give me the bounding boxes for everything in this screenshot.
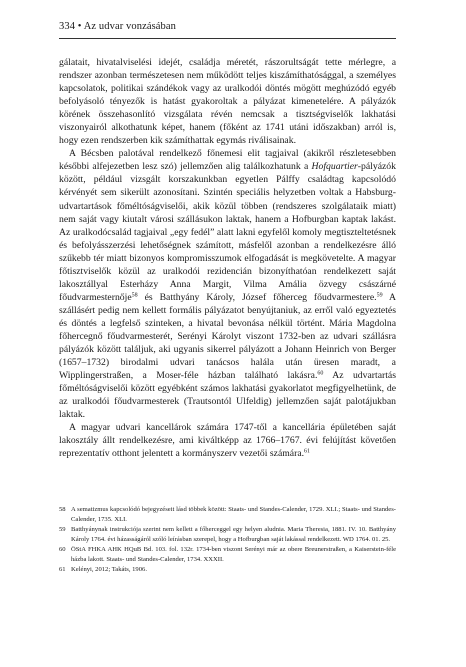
- footnote-ref[interactable]: 59: [376, 292, 383, 299]
- header-rule: [59, 38, 396, 39]
- paragraph-text: gálatait, hivatalviselési idejét, családja méretét, rászorultságát tette mérlegre, a rendszer azonban természetesen nem működött teljes kiszámíthatósággal, a személyes kapcsolatok, politikai szándékok vagy az uralkodói döntés mögött meghúzódó egyéb befolyásoló tényezők is hatást gyakoroltak a pályázat kimenetelére. A pályázók körének összehasonlító vizsgálata révén nemcsak a tisztségviselők lakhatási viszonyairól alkothatunk képet, hanem (főként az 1741 utáni időszakban) arról is, hogy ezen rendszerben kik számíthattak egymás riválisainak.: [59, 57, 396, 147]
- running-header: [59, 20, 396, 34]
- page-number: 334: [59, 21, 76, 32]
- header-separator: •: [77, 21, 82, 32]
- paragraph-text: Az udvartartás főméltóságviselői között egyébként számos lakhatási gyakorlatot megfigyelhetünk, de az uralkodói főudvarmesterek (Trautsontól Ulfeldig) jellemzően saját palotájukban laktak.: [59, 370, 396, 421]
- footnote-number: 58: [59, 506, 66, 514]
- footnote: [59, 525, 396, 545]
- footnote-ref[interactable]: 61: [304, 448, 311, 455]
- footnote-number: 59: [59, 526, 66, 534]
- footnote: [59, 565, 396, 575]
- paragraph-text: -pályázók között, például vizsgált korszakunkban egyetlen Pálffy családtag kapcsolódó kérvényét sem sikerült azonosítani. Szintén speciális helyzetben voltak a Habsburg-udvartartások főméltóságviselői, akik közül többen (rendszeres szolgálataik miatt) nem saját vagy kiutalt városi szállásukon laktak, hanem a Hofburgban kaptak lakást. Az uralkodócsalád tagjaival „egy fedél” alatt lakni egyfelől komoly megtiszteltetésnek és befolyásszerzési lehetőségnek számított, másfelől azonban a rendelkezésre álló szűkebb tér miatt bizonyos kompromisszumok elfogadását is megkövetelte. A magyar főtisztviselők közül az uralkodói rezidencián bizonyíthatóan rendelkezett saját lakosztállyal Esterházy Anna Margit, Vilma Amália özvegy császárné főudvarmesternője: [59, 161, 396, 303]
- footnote-text: A sematizmus kapcsolódó bejegyzéseit lásd többek között: Staats- und Standes-Calender, 1729. XLI.; Staats- und Standes-Calender, 1735. XLI.: [71, 506, 396, 524]
- paragraph-text: és Batthyány Károly, József főherceg főudvarmestere.: [137, 291, 377, 303]
- book-page: [59, 20, 396, 575]
- footnote-text: Batthyánynak instrukciója szerint nem kellett a főherceggel egy helyen aludnia. Maria Theresia, 1881. IV. 10. Batthyány Károly 1764. évi házasságáról szóló leírásban szerepel, hogy a Hofburgban saját lakással rendelkezett. WD 1764. 01. 25.: [71, 526, 396, 544]
- paragraph-text: A magyar udvari kancellárok számára 1747-től a kancellária épületében saját lakosztály állt rendelkezésre, ami kiváltképp az 1766–1767. évi felújítást követően reprezentatív otthont jelentett a kormányszerv vezetői számára.: [59, 422, 396, 460]
- italic-term: Hofquartier: [311, 161, 358, 173]
- paragraph-2: [59, 147, 396, 421]
- footnotes: [59, 505, 396, 575]
- footnote-text: ÖStA FHKA AHK HQuB Bd. 103. fol. 132r. 1734-ben viszont Serényi már az obere Breunerstraßen, a Kaiserstein-féle házba lakott. Staats- und Standes-Calender, 1734. XXXII.: [71, 546, 396, 564]
- paragraph-text: A szállásért pedig nem kellett formális pályázatot benyújtaniuk, az erről való egyeztetés és döntés a legfelső szinteken, a hivatal bevonása nélkül történt. Mária Magdolna főhercegnő főudvarmesterét, Serényi Károlyt viszont 1732-ben az udvari szállásra pályázók között találjuk, aki ugyanis sikerrel pályázott a Johann Heinrich von Berger (1657–1732) birodalmi udvari tanácsos halála után üresen maradt, a Wipplingerstraßen, a Moser-féle házban található lakásra.: [59, 291, 396, 382]
- paragraph-3: [59, 421, 396, 460]
- paragraph-text: A Bécsben palotával rendelkező főnemesi elit tagjaival (akikről részletesebben későbbi alfejezetben lesz szó) jellemzően alig találkozhatunk a: [59, 148, 396, 173]
- footnote: [59, 505, 396, 525]
- footnote-number: 61: [59, 566, 66, 574]
- footnote-ref[interactable]: 60: [317, 370, 324, 377]
- running-title: Az udvar vonzásában: [83, 21, 177, 32]
- body-text: [59, 56, 396, 460]
- footnote: [59, 545, 396, 565]
- paragraph-1: [59, 56, 396, 147]
- footnote-number: 60: [59, 546, 66, 554]
- footnote-text: Kelényi, 2012; Takáts, 1906.: [71, 566, 147, 574]
- footnote-ref[interactable]: 58: [131, 292, 138, 299]
